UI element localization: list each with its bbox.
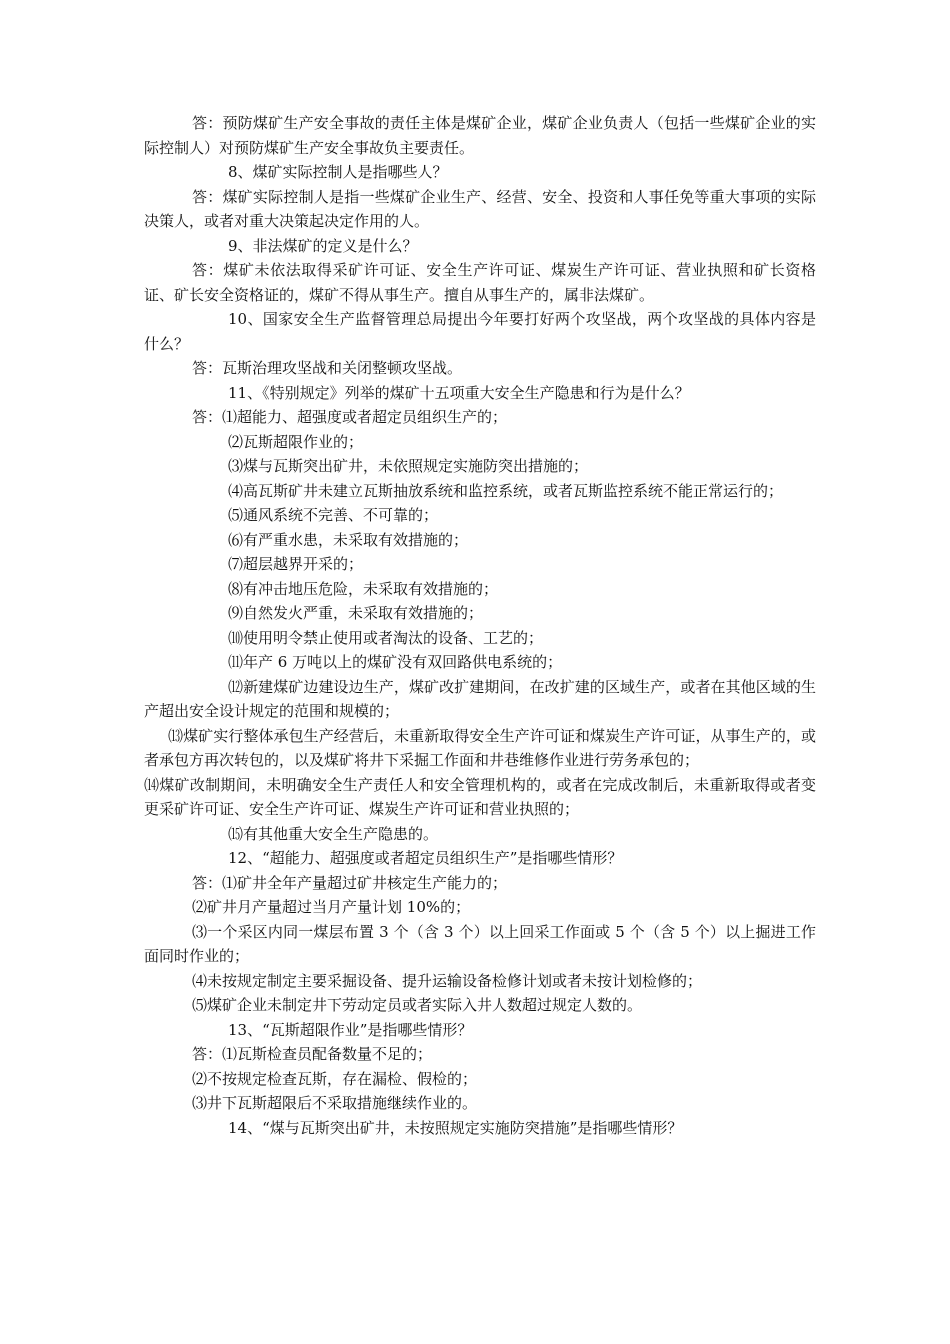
document-body — [144, 111, 816, 1140]
answer-9: 答：煤矿未依法取得采矿许可证、安全生产许可证、煤炭生产许可证、营业执照和矿长资格证、矿长安全资格证的，煤矿不得从事生产。擅自从事生产的，属非法煤矿。 — [144, 261, 816, 304]
answer-12-item-2: ⑵矿井月产量超过当月产量计划 10%的； — [192, 898, 471, 916]
answer-11-item-10: ⑽使用明令禁止使用或者淘汰的设备、工艺的； — [228, 628, 544, 647]
answer-11-item-13: ⒀煤矿实行整体承包生产经营后，未重新取得安全生产许可证和煤炭生产许可证，从事生产的，或者承包方再次转包的，以及煤矿将井下采掘工作面和井巷维修作业进行劳务承包的； — [144, 726, 816, 769]
answer-11-item-5: ⑸通风系统不完善、不可靠的； — [228, 506, 439, 524]
answer-12-item-1: 答：⑴矿井全年产量超过矿井核定生产能力的； — [192, 873, 508, 892]
question-8: 8、煤矿实际控制人是指哪些人？ — [228, 163, 448, 181]
answer-12-item-3: ⑶一个采区内同一煤层布置 3 个（含 3 个）以上回采工作面或 5 个（含 5 个）以上掘进工作面同时作业的； — [144, 922, 816, 965]
question-12: 12、“超能力、超强度或者超定员组织生产”是指哪些情形？ — [228, 849, 623, 867]
answer-11-item-8: ⑻有冲击地压危险，未采取有效措施的； — [228, 579, 499, 598]
answer-11-item-4: ⑷高瓦斯矿井未建立瓦斯抽放系统和监控系统，或者瓦斯监控系统不能正常运行的； — [228, 481, 784, 500]
question-9: 9、非法煤矿的定义是什么？ — [228, 236, 418, 255]
answer-11-item-15: ⒂有其他重大安全生产隐患的。 — [228, 824, 439, 843]
answer-13-item-2: ⑵不按规定检查瓦斯，存在漏检、假检的； — [192, 1069, 478, 1088]
answer-11-item-3: ⑶煤与瓦斯突出矿井，未依照规定实施防突出措施的； — [228, 457, 589, 475]
answer-7: 答：预防煤矿生产安全事故的责任主体是煤矿企业，煤矿企业负责人（包括一些煤矿企业的实际控制人）对预防煤矿生产安全事故负主要责任。 — [144, 114, 816, 157]
answer-8: 答：煤矿实际控制人是指一些煤矿企业生产、经营、安全、投资和人事任免等重大事项的实际决策人，或者对重大决策起决定作用的人。 — [144, 187, 816, 230]
answer-11-item-12: ⑿新建煤矿边建设边生产，煤矿改扩建期间，在改扩建的区域生产，或者在其他区域的生产超出安全设计规定的范围和规模的； — [144, 677, 816, 720]
question-11: 11、《特别规定》列举的煤矿十五项重大安全生产隐患和行为是什么？ — [228, 383, 690, 402]
answer-11-item-2: ⑵瓦斯超限作业的； — [228, 432, 364, 451]
answer-11-item-14: ⒁煤矿改制期间，未明确安全生产责任人和安全管理机构的，或者在完成改制后，未重新取得或者变更采矿许可证、安全生产许可证、煤炭生产许可证和营业执照的； — [144, 775, 816, 818]
answer-10: 答：瓦斯治理攻坚战和关闭整顿攻坚战。 — [192, 359, 463, 377]
question-14: 14、“煤与瓦斯突出矿井，未按照规定实施防突措施”是指哪些情形？ — [228, 1118, 683, 1137]
answer-11-item-6: ⑹有严重水患，未采取有效措施的； — [228, 530, 469, 549]
answer-11-item-7: ⑺超层越界开采的； — [228, 555, 364, 573]
answer-11-item-11: ⑾年产 6 万吨以上的煤矿没有双回路供电系统的； — [228, 653, 563, 671]
answer-13-item-3: ⑶井下瓦斯超限后不采取措施继续作业的。 — [192, 1094, 478, 1112]
answer-13-item-1: 答：⑴瓦斯检查员配备数量不足的； — [192, 1045, 433, 1063]
answer-12-item-4: ⑷未按规定制定主要采掘设备、提升运输设备检修计划或者未按计划检修的； — [192, 971, 703, 990]
answer-11-item-1: 答：⑴超能力、超强度或者超定员组织生产的； — [192, 408, 508, 426]
question-13: 13、“瓦斯超限作业”是指哪些情形？ — [228, 1020, 473, 1039]
question-10: 10、国家安全生产监督管理总局提出今年要打好两个攻坚战，两个攻坚战的具体内容是什么？ — [144, 310, 816, 353]
answer-11-item-9: ⑼自然发火严重，未采取有效措施的； — [228, 604, 484, 622]
answer-12-item-5: ⑸煤矿企业未制定井下劳动定员或者实际入井人数超过规定人数的。 — [192, 996, 643, 1014]
